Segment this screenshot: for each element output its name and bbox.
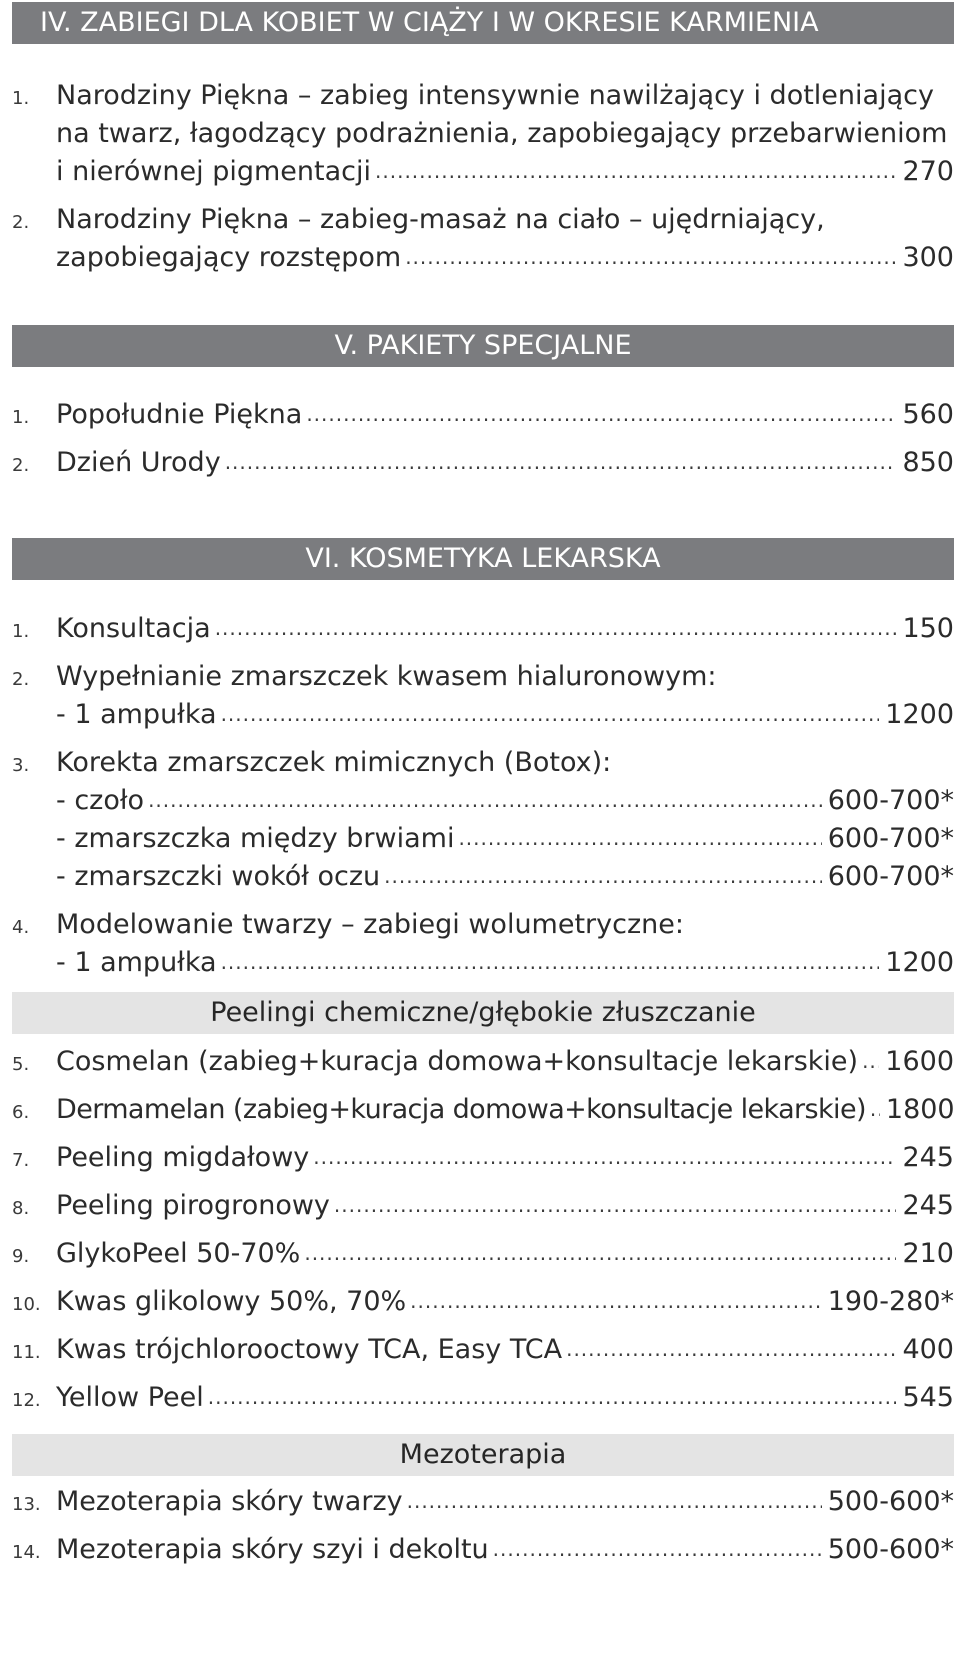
item-price: 300 [902,242,954,273]
item-number: 4. [12,917,30,938]
item-number: 12. [12,1390,41,1411]
leader-dots [225,442,897,481]
leader-dots [384,856,822,895]
item-text: Cosmelan (zabieg+kuracja domowa+konsultacje lekarskie) [56,1046,859,1077]
leader-dots [221,942,880,981]
item-price: 270 [902,156,954,187]
leader-dots [313,1137,896,1176]
leader-dots [862,1041,879,1080]
item-text: Narodziny Piękna – zabieg-masaż na ciało – ujędrniający, [56,204,825,235]
price-item [12,77,954,191]
leader-dots [334,1185,897,1224]
item-price: 500-600* [827,1534,954,1565]
leader-dots [566,1329,896,1368]
item-text: Konsultacja [56,613,211,644]
leader-dots [870,1089,880,1128]
item-price: 600-700* [827,785,954,816]
section-v-items [12,396,954,482]
section-vi-items [12,610,954,982]
item-price: 1200 [885,947,954,978]
item-number: 7. [12,1150,30,1171]
section-header-vi: VI. KOSMETYKA LEKARSKA [12,538,954,580]
price-item [12,906,954,982]
leader-dots [410,1281,822,1320]
item-price: 150 [902,613,954,644]
price-item [12,1531,954,1569]
leader-dots [306,394,896,433]
item-text: Wypełnianie zmarszczek kwasem hialuronowym: [56,661,717,692]
item-price: 245 [902,1142,954,1173]
item-price: 245 [902,1190,954,1221]
price-item [12,444,954,482]
leader-dots [405,237,896,276]
item-number: 2. [12,455,30,476]
price-item [12,1187,954,1225]
item-price: 1200 [885,699,954,730]
item-subtext: - zmarszczka między brwiami [56,823,455,854]
item-number: 11. [12,1342,41,1363]
mesotherapy-items [12,1483,954,1569]
item-number: 1. [12,621,30,642]
item-price: 545 [902,1382,954,1413]
item-text: Modelowanie twarzy – zabiegi wolumetryczne: [56,909,684,940]
price-item [12,201,954,277]
item-price: 400 [902,1334,954,1365]
price-item [12,658,954,734]
item-number: 2. [12,212,30,233]
leader-dots [304,1233,896,1272]
item-text: Peeling migdałowy [56,1142,310,1173]
section-header-v: V. PAKIETY SPECJALNE [12,325,954,367]
item-number: 10. [12,1294,41,1315]
item-text: Kwas trójchlorooctowy TCA, Easy TCA [56,1334,563,1365]
item-subtext: - zmarszczki wokół oczu [56,861,381,892]
item-text: Popołudnie Piękna [56,399,303,430]
item-price: 500-600* [827,1486,954,1517]
peeling-items [12,1043,954,1417]
price-item [12,1043,954,1081]
item-number: 3. [12,755,30,776]
subsection-header-peelings: Peelingi chemiczne/głębokie złuszczanie [12,992,954,1034]
leader-dots [458,818,821,857]
item-text: zapobiegający rozstępom [56,242,402,273]
leader-dots [221,694,880,733]
price-item [12,1483,954,1521]
price-item [12,1139,954,1177]
item-text: GlykoPeel 50-70% [56,1238,301,1269]
item-text: Mezoterapia skóry szyi i dekoltu [56,1534,489,1565]
item-price: 850 [902,447,954,478]
item-text: Peeling pirogronowy [56,1190,330,1221]
leader-dots [375,151,896,190]
item-number: 6. [12,1102,30,1123]
item-text: Dzień Urody [56,447,221,478]
section-iv-items [12,77,954,277]
item-price: 210 [902,1238,954,1269]
item-price: 560 [902,399,954,430]
price-item [12,610,954,648]
item-price: 600-700* [827,861,954,892]
item-number: 14. [12,1542,41,1563]
leader-dots [148,780,822,819]
price-item [12,396,954,434]
item-number: 9. [12,1246,30,1267]
item-text: Narodziny Piękna – zabieg intensywnie nawilżający i dotleniający [56,80,934,111]
item-number: 13. [12,1494,41,1515]
item-text: Mezoterapia skóry twarzy [56,1486,403,1517]
item-text: Dermamelan (zabieg+kuracja domowa+konsultacje lekarskie) [56,1094,866,1125]
item-subtext: - 1 ampułka [56,947,217,978]
item-price: 600-700* [827,823,954,854]
item-text: Kwas glikolowy 50%, 70% [56,1286,407,1317]
leader-dots [215,608,897,647]
item-text: na twarz, łagodzący podrażnienia, zapobiegający przebarwieniom [56,118,948,149]
subsection-header-mesotherapy: Mezoterapia [12,1434,954,1476]
leader-dots [407,1481,822,1520]
price-item [12,744,954,896]
item-number: 5. [12,1054,30,1075]
price-item [12,1091,954,1129]
item-number: 2. [12,669,30,690]
item-number: 1. [12,88,30,109]
item-subtext: - czoło [56,785,145,816]
item-text: i nierównej pigmentacji [56,156,372,187]
item-price: 1600 [885,1046,954,1077]
price-item [12,1283,954,1321]
item-price: 190-280* [827,1286,954,1317]
item-text: Korekta zmarszczek mimicznych (Botox): [56,747,612,778]
price-item [12,1235,954,1273]
item-text: Yellow Peel [56,1382,204,1413]
price-item [12,1331,954,1369]
leader-dots [208,1377,897,1416]
item-price: 1800 [885,1094,955,1125]
item-number: 8. [12,1198,30,1219]
leader-dots [493,1529,822,1568]
price-item [12,1379,954,1417]
item-number: 1. [12,407,30,428]
section-header-iv: IV. ZABIEGI DLA KOBIET W CIĄŻY I W OKRESIE KARMIENIA [12,2,954,44]
item-subtext: - 1 ampułka [56,699,217,730]
